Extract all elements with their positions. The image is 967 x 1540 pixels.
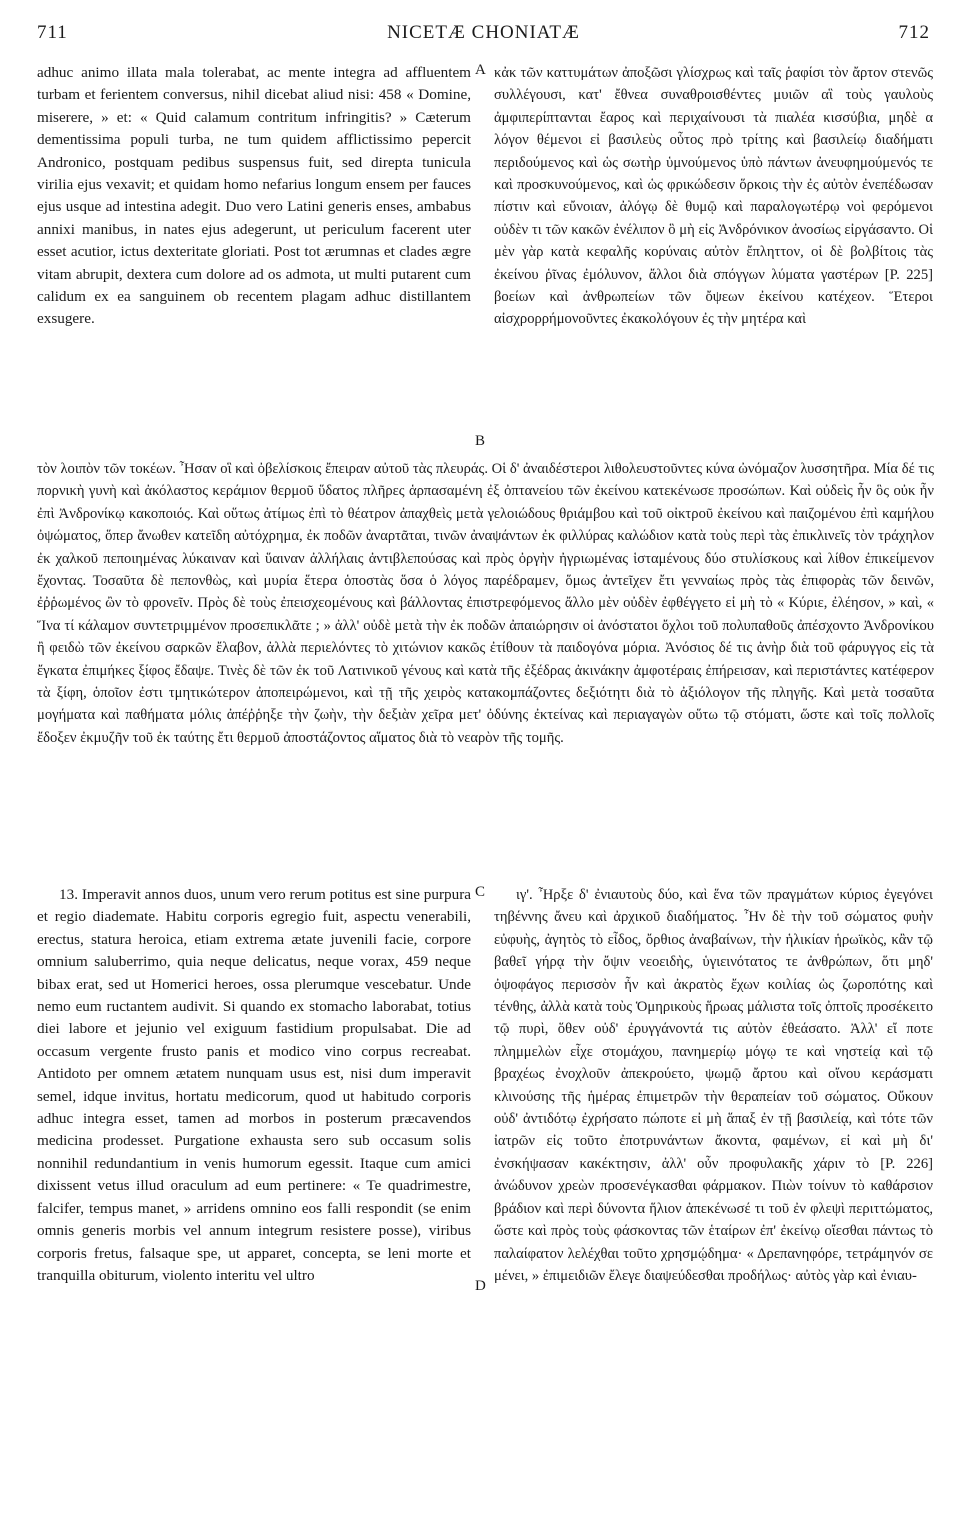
- running-title: NICETÆ CHONIATÆ: [387, 22, 580, 43]
- latin-paragraph-13: 13. Imperavit annos duos, unum vero rerum potitus est sine purpura et regio diademate. Habitu corporis egregio fuit, aspectu venerabili, erectus, statura heroica, etiam extrema ætate juvenili facie, corpore omnium saluberrimo, quia neque delicatus, neque vorax, 459 neque bibax erat, sed ut Homerici heroes, ossa plerumque vescebatur. Unde nemo eum ructantem audivit. Si quando ex stomacho laborabat, totius diei labore et jejunio vel exiguum fastidium propulsabat. Die ad occasum vergente frusto panis et modico vino corpus recreabat. Antidoto per omnem ætatem nunquam usus est, nisi dum imperavit semel, idque invitus, hortatu medicorum, quod ut habitudo corporis adhuc integra esset, tamen ad morbos in posterum præcavendos medicina prodesset. Purgatione exhausta sero sub occasum solis nonnihil redundantium in venis humorum egessit. Itaque cum amici dixissent vetus illud oraculum ad eum pertinere: « Te quadrimestre, falcifer, tempus manet, » arridens omnino eos falli respondit (se enim omnis generis morbis vel annum integrum resistere posse), viribus corporis fretus, falsaque spe, ut apparet, concepta, se leni morte et tranquilla obiturum, violento interitu vel ultro: [37, 886, 471, 1284]
- margin-letter-a: A: [475, 62, 486, 78]
- latin-column-bottom: [37, 884, 471, 1287]
- greek-paragraph-full: τὸν λοιπὸν τῶν τοκέων. Ἦσαν οἳ καὶ ὀβελίσκοις ἔπειραν αὐτοῦ τὰς πλευράς. Οἱ δ' ἀναιδέστεροι λιθολευστοῦντες κύνα ὠνόμαζον λυσσητῆρα. Μία δέ τις πορνικὴ γυνὴ καὶ ἀκόλαστος κεράμιον θερμοῦ ὕδατος πλῆρες ἁρπασαμένη ἐξ ὀπτανείου τῶν ἐκείνου κατεκένωσε προσώπων. Καὶ οὐδεὶς ἦν ὃς οὐκ ἦν ἐπὶ Ἀνδρονίκῳ κακοποιός. Καὶ οὕτως ἀτίμως ἐπὶ τὸ θέατρον ἀπαχθεὶς μετὰ γελοιώδους θριάμβου καὶ τοῦ οἰκτροῦ ἐκείνου καὶ παιζομένου ἐπὶ καμήλου ὀψώματος, ὅπερ ἄνωθεν κατεῖδη αὐτόχρημα, ἐκ ποδῶν ἀναρτᾶται, τινῶν ἀναψάντων ἐκ φιλλύρας καλώδιον κατὰ τοὺς περὶ τὰς ἐπικλινεῖς τὸν τράχηλον ἐκ χαλκοῦ πεποιημένας λύκαιναν καὶ ὕαιναν ἀλλήλαις ἀντιβλεπούσας καὶ πρὸς ὀργὴν ἠγριωμένας ἱσταμένους δύο στυλίσκους καὶ λίθον ἐπικείμενον ἔχοντας. Τοσαῦτα δὲ πεπονθὼς, καὶ μυρία ἕτερα ὁποστὰς ὅσα ὁ λόγος παρέδραμεν, ὅμως ἀντεῖχεν ἔτι γενναίως πρὸς τὰς ἐπιφορὰς τῶν δεινῶν, ἐῤῥωμένος ὢν τὸ φρονεῖν. Πρὸς δὲ τοὺς ἐπεισχεομένους καὶ βάλλοντας ἐπιστρεφόμενος ἄλλο μὲν οὐδὲν ἐφθέγγετο εἰ μὴ τὸ « Κύριε, ἐλέησον, » καὶ, « Ἵνα τί κάλαμον συντετριμμένον προσεπικλᾶτε ; » ἀλλ' οὐδὲ μετὰ τὴν ἐκ ποδῶν ἀπαιώρησιν οἱ ἀνόστατοι ὄχλοι τοῦ πολυπαθοῦς ἀπέσχοντο Ἀνδρονίκου ἢ φειδὼ τῶν ἐκείνου σαρκῶν ἔλαβον, ἀλλὰ περιελόντες τὸ χιτώνιον κακῶς ἐτίθουν τὰ παιδογόνα μόρια. Ἀνόσιος δέ τις ἀνὴρ διὰ τοῦ φάρυγγος εἰς τὰ ἔγκατα ἐπιμήκες ξίφος ἔδαψε. Τινὲς δὲ τῶν ἐκ τοῦ Λατινικοῦ γένους καὶ κατὰ τῆς ἐξέδρας ἀκινάκην ἀμφοτέραις ἐπήρεισαν, καὶ περιστάντες κατέφερον τὰ ξίφη, ὁποῖον ἐστι τμητικώτερον ἀποπειρώμενοι, καὶ τῇ τῆς χειρὸς κατακομπάζοντες δεξιότητι διὰ τὸ ἀξιόλογον τῆς πληγῆς. Καὶ μετὰ τοσαῦτα μογήματα καὶ παθήματα μόλις ἀπέῤῥηξε τὴν ζωὴν, τὴν δεξιὰν χεῖρα μετ' ὀδύνης ἐκτείνας καὶ περιαγαγὼν οὕτω τῷ στόματι, ὥστε καὶ τοῖς πολλοῖς ἔδοξεν ἐκμυζῆν τοῦ ἐκ ταύτης ἔτι θερμοῦ ἀποστάζοντος αἵματος διὰ τὸ νεαρὸν τῆς τομῆς.: [37, 461, 934, 746]
- running-header: [37, 22, 930, 48]
- greek-column-bottom: [494, 884, 933, 1287]
- latin-paragraph: adhuc animo illata mala tolerabat, ac mente integra ad affluentem turbam et ferientem conversus, nihil dicebat aliud nisi: 458 « Domine, miserere, » et: « Quid calamum contritum infringitis? » Cæterum dementissima populi turba, ne tum quidem afflictissimo pepercit Andronico, postquam pedibus suspensus fuit, sed direpta tunicula virilia ejus vexavit; et quidam homo nefarius longum ensem per fauces ejus usque ad intestina adegit. Duo vero Latini generis enses, ambabus annixi manibus, in nates ejus adegerunt, ut periculum facerent uter esset acutior, ictus dexteritate gloriati. Post tot ærumnas et clades ægre vitam abrupit, dextera cum dolore ad os admota, ut multi putarent cum calidum ex ea sanguinem ob recentem plagam adhuc distillantem exsugere.: [37, 64, 471, 328]
- greek-paragraph-13: ιγ'. Ἦρξε δ' ἐνιαυτοὺς δύο, καὶ ἕνα τῶν πραγμάτων κύριος ἐγεγόνει τηβέννης ἄνευ καὶ ἀρχικοῦ διαδήματος. Ἦν δὲ τὴν τοῦ σώματος φυὴν εὐφυὴς, ἀγητὸς τὸ εἶδος, ὄρθιος ἀναβαίνων, τὴν ἡλικίαν ἡρωϊκὸς, κἂν τῷ βαθεῖ γήρᾳ τὴν ὄψιν νεοειδὴς, ὑγιεινότατος τε ἀνθρώπων, ὅτι μηδ' ὀψοφάγος περισσὸν ἦν καὶ ἀκρατὸς ἔχων κοιλίας ὡς ζωροπότης καὶ τένθης, ἀλλὰ κατὰ τοὺς Ὁμηρικοὺς ἥρωας μάλιστα τοῖς ὀπτοῖς προσέκειτο τῷ πυρὶ, ὅθεν οὐδ' ἐρυγγάνοντά τις αὐτὸν ἐθεάσατο. Ἀλλ' εἴ ποτε πλημμελὼν εἶχε στομάχου, πανημερίῳ μόγῳ τε καὶ νηστείᾳ καὶ τῷ βραχέως ἐνοχλοῦν ἀπεκρούετο, ψωμῷ ἄρτου καὶ οἴνου κεράσματι κλινούσης τῆς ἡμέρας ἐπιμετρῶν τὴν θεραπείαν τοῦ σώματος. Οὔκουν οὐδ' ἀντιδότῳ ἐχρήσατο πώποτε εἰ μὴ ἅπαξ ἐν τῇ βασιλείᾳ, καὶ τότε τῶν ἰατρῶν εἰς τοῦτο ἐποτρυνάντων ἄκοντα, φαμένων, εἰ καὶ μὴ δι' ἐνσκήψασαν κακέκτησιν, ἀλλ' οὖν προφυλακῆς χάριν τὸ [P. 226] ἀνώδυνον χρεὼν προσενέγκασθαι φάρμακον. Πιὼν τοίνυν τὸ καθάρσιον βράδιον καὶ περὶ δύνοντα ἥλιον ἀπεκένωσέ τι τοῦ ἐν φλεψὶ περιττώματος, ὥστε καὶ πρὸς τοὺς φάσκοντας τῶν ἑταίρων ἐπ' ἐκείνῳ οἴεσθαι πάντως τὸ παλαίφατον λελέχθαι τοῦτο χρησμῴδημα· « Δρεπανηφόρε, τετράμηνόν σε μένει, » ἐπιμειδιῶν ἔλεγε διαψεύδεσθαι προδήλως· αὐτὸς γὰρ καὶ ἐνιαυ-: [494, 887, 933, 1284]
- latin-column-top: [37, 62, 471, 331]
- greek-column-top: [494, 62, 933, 331]
- greek-full-width-block: [37, 458, 934, 749]
- margin-letter-c: C: [475, 884, 486, 900]
- left-page-number: 711: [37, 22, 68, 43]
- right-page-number: 712: [898, 22, 930, 43]
- margin-letter-d: D: [475, 1278, 486, 1294]
- greek-paragraph: κἀκ τῶν καττυμάτων ἀποξῶσι γλίσχρως καὶ ταῖς ῥαφίσι τὸν ἄρτον στενῶς συλλέγουσι, κατ' ἔθνεα συναθροισθέντες μυιῶν αἳ τοὺς γαυλοὺς ἀμφιπερίπτανται ἔαρος καὶ περιχαίνουσι τὰ πιαλέα κισσύβια, μηδὲ α λόγον θέμενοι εἰ βασιλεὺς οὗτος πρὸ τρίτης καὶ βασιλείῳ διαδήματι περιδούμενος καὶ ὡς σωτὴρ ὑμνούμενος ὑπὸ πάντων ἀνευφημούμενός τε καὶ προσκυνούμενος, καὶ ὡς φρικώδεσιν ὅρκοις τὴν ἐς αὐτὸν ἐνεπέδωσαν πίστιν καὶ εὔνοιαν, ἀλόγῳ δὲ θυμῷ καὶ παραλογωτέρῳ νοὶ φερόμενοι οὐδὲν τι τῶν κακῶν ἐνέλιπον ὃ μὴ εἰς Ἀνδρόνικον ἀνοσίως εἰργάσαντο. Οἱ μὲν γὰρ κατὰ κεφαλῆς κορύναις αὐτὸν ἔπληττον, οἱ δὲ βολβίτοις τὰς ἐκείνου ῥῖνας ἐμόλυνον, ἄλλοι διὰ σπόγγων λύματα γαστέρων [P. 225] βοείων καὶ ἀνθρωπείων τῶν ὄψεων ἐκείνου κατέχεον. Ἕτεροι αἰσχρορρήμονοῦντες ἐκακολόγουν ἐς τὴν μητέρα καὶ: [494, 65, 933, 328]
- margin-letter-b: B: [475, 433, 486, 449]
